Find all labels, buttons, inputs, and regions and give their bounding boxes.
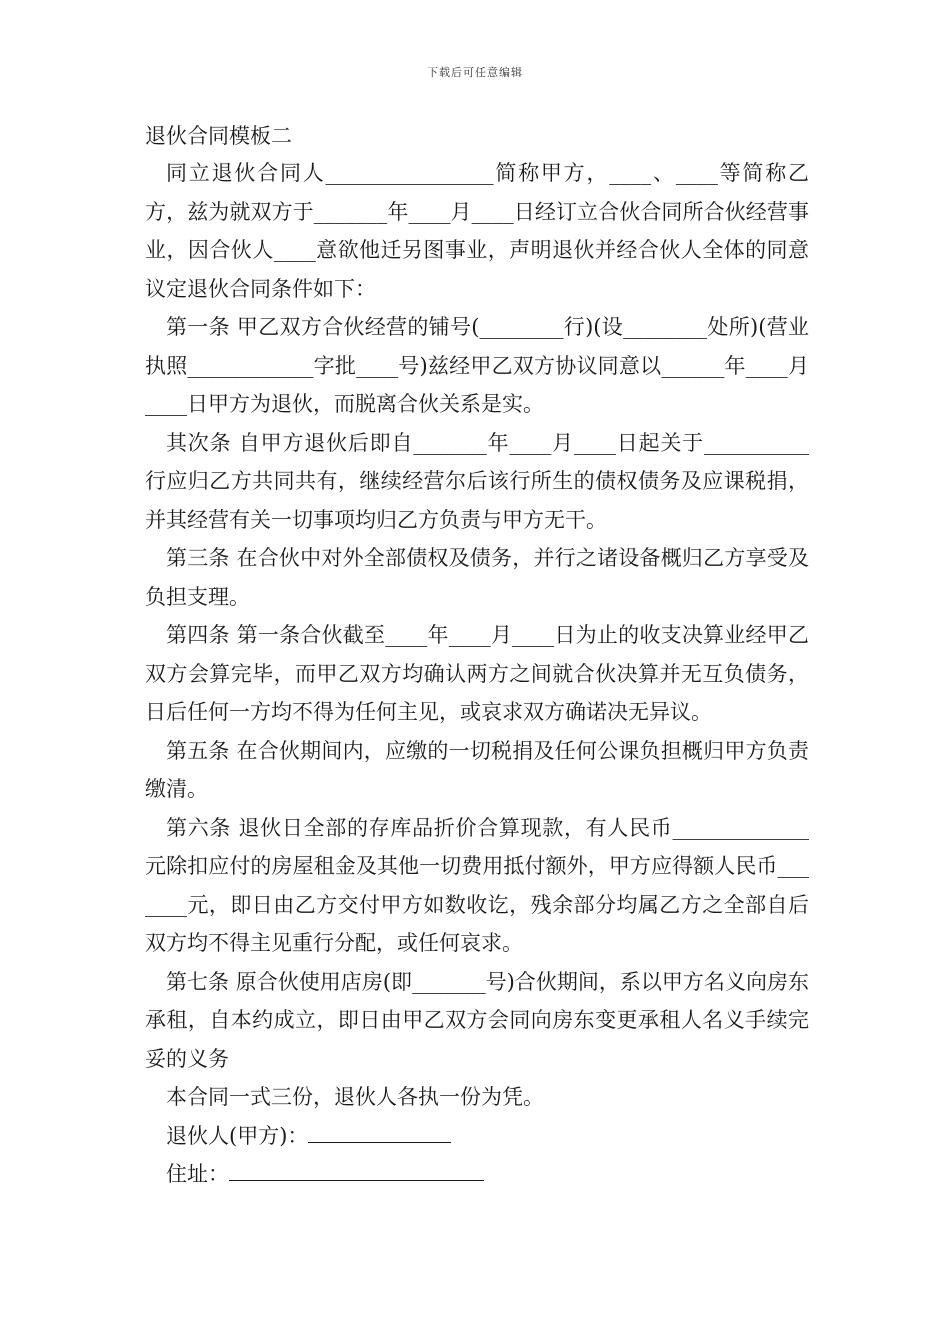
signature-address-label: 住址：	[166, 1162, 229, 1186]
article-5: 第五条 在合伙期间内，应缴的一切税捐及任何公课负担概归甲方负责缴清。	[145, 738, 809, 801]
article-3: 第三条 在合伙中对外全部债权及债务，并行之诸设备概归乙方享受及负担支理。	[145, 546, 809, 609]
document-title: 退伙合同模板二	[145, 124, 292, 148]
article-7: 第七条 原合伙使用店房(即_______号)合伙期间，系以甲方名义向房东承租，自本约成立，即日由甲乙双方会同向房东变更承租人名义手续完妥的义务	[145, 969, 809, 1071]
signature-withdrawer-blank	[308, 1124, 451, 1143]
document-body	[145, 118, 809, 1194]
signature-withdrawer-label: 退伙人(甲方)：	[166, 1123, 309, 1148]
paragraph-intro: 同立退伙合同人________________简称甲方，____、____等简称乙方，兹为就双方于_______年____月____日经订立合伙合同所合伙经营事业，因合伙人____意欲他迁另图事业，声明退伙并经合伙人全体的同意议定退伙合同条件如下：	[145, 161, 809, 301]
signature-address-blank	[229, 1162, 484, 1181]
copies-clause: 本合同一式三份，退伙人各执一份为凭。	[166, 1085, 544, 1109]
page-header: 下载后可任意编辑	[427, 66, 523, 79]
article-4: 第四条 第一条合伙截至____年____月____日为止的收支决算业经甲乙双方会算完毕，而甲乙双方均确认两方之间就合伙决算并无互负债务，日后任何一方均不得为任何主见，或哀求双方确诺决无异议。	[145, 623, 809, 724]
article-2: 其次条 自甲方退伙后即自_______年____月____日起关于__________行应归乙方共同共有，继续经营尔后该行所生的债权债务及应课税捐，并其经营有关一切事项均归乙方负责与甲方无干。	[145, 430, 809, 532]
signature-address-line	[145, 1155, 809, 1194]
article-6: 第六条 退伙日全部的存库品折价合算现款，有人民币_____________元除扣应付的房屋租金及其他一切费用抵付额外，甲方应得额人民币_______元，即日由乙方交付甲方如数收讫，残余部分均属乙方之全部自后双方均不得主见重行分配，或任何哀求。	[145, 815, 809, 955]
article-1: 第一条 甲乙双方合伙经营的铺号(________行)(设________处所)(营业执照____________字批____号)兹经甲乙双方协议同意以______年____月____日甲方为退伙，而脱离合伙关系是实。	[145, 315, 809, 416]
signature-withdrawer-line	[145, 1117, 809, 1156]
